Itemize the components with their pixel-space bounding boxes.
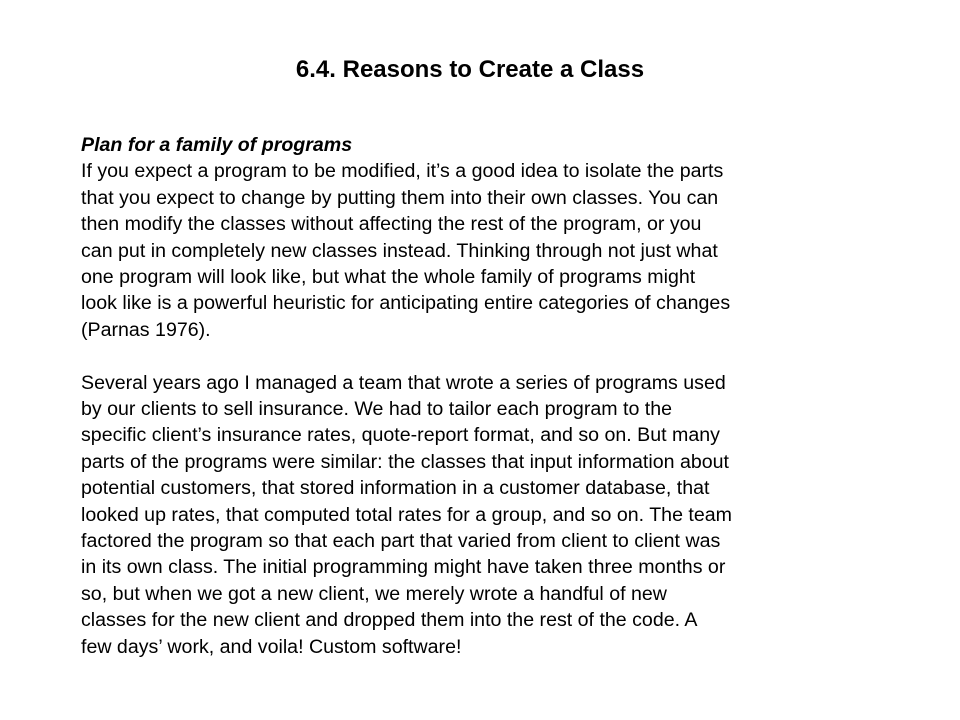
paragraph-2-line: looked up rates, that computed total rates for a group, and so on. The team bbox=[81, 503, 732, 526]
paragraph-2-line: potential customers, that stored information in a customer database, that bbox=[81, 477, 710, 500]
paragraph-2 bbox=[81, 370, 960, 660]
paragraph-1-line: can put in completely new classes instead. Thinking through not just what bbox=[81, 239, 718, 262]
paragraph-1-line: one program will look like, but what the whole family of programs might bbox=[81, 266, 696, 289]
paragraph-1-line: then modify the classes without affecting the rest of the program, or you bbox=[81, 213, 702, 236]
paragraph-1-line: If you expect a program to be modified, it’s a good idea to isolate the parts bbox=[81, 160, 724, 183]
paragraph-2-line: by our clients to sell insurance. We had to tailor each program to the bbox=[81, 398, 673, 421]
slide-title: 6.4. Reasons to Create a Class bbox=[295, 56, 645, 83]
paragraph-2-line: specific client’s insurance rates, quote-report format, and so on. But many bbox=[81, 424, 720, 447]
paragraph-1 bbox=[81, 158, 960, 343]
paragraph-1-line: look like is a powerful heuristic for anticipating entire categories of changes bbox=[81, 292, 731, 315]
paragraph-2-line: so, but when we got a new client, we merely wrote a handful of new bbox=[81, 582, 667, 605]
paragraph-2-line: factored the program so that each part that varied from client to client was bbox=[81, 530, 721, 553]
paragraph-2-line: parts of the programs were similar: the classes that input information about bbox=[81, 450, 729, 473]
paragraph-spacer bbox=[81, 343, 960, 369]
paragraph-1-line: that you expect to change by putting them into their own classes. You can bbox=[81, 186, 719, 209]
paragraph-2-line: classes for the new client and dropped them into the rest of the code. A bbox=[81, 609, 698, 632]
paragraph-2-line: in its own class. The initial programming might have taken three months or bbox=[81, 556, 726, 579]
paragraph-2-line: Several years ago I managed a team that wrote a series of programs used bbox=[81, 371, 726, 394]
paragraph-1-line: (Parnas 1976). bbox=[81, 318, 211, 341]
subheading: Plan for a family of programs bbox=[81, 134, 353, 156]
paragraph-2-line: few days’ work, and voila! Custom software! bbox=[81, 635, 462, 658]
slide-body bbox=[81, 132, 960, 660]
